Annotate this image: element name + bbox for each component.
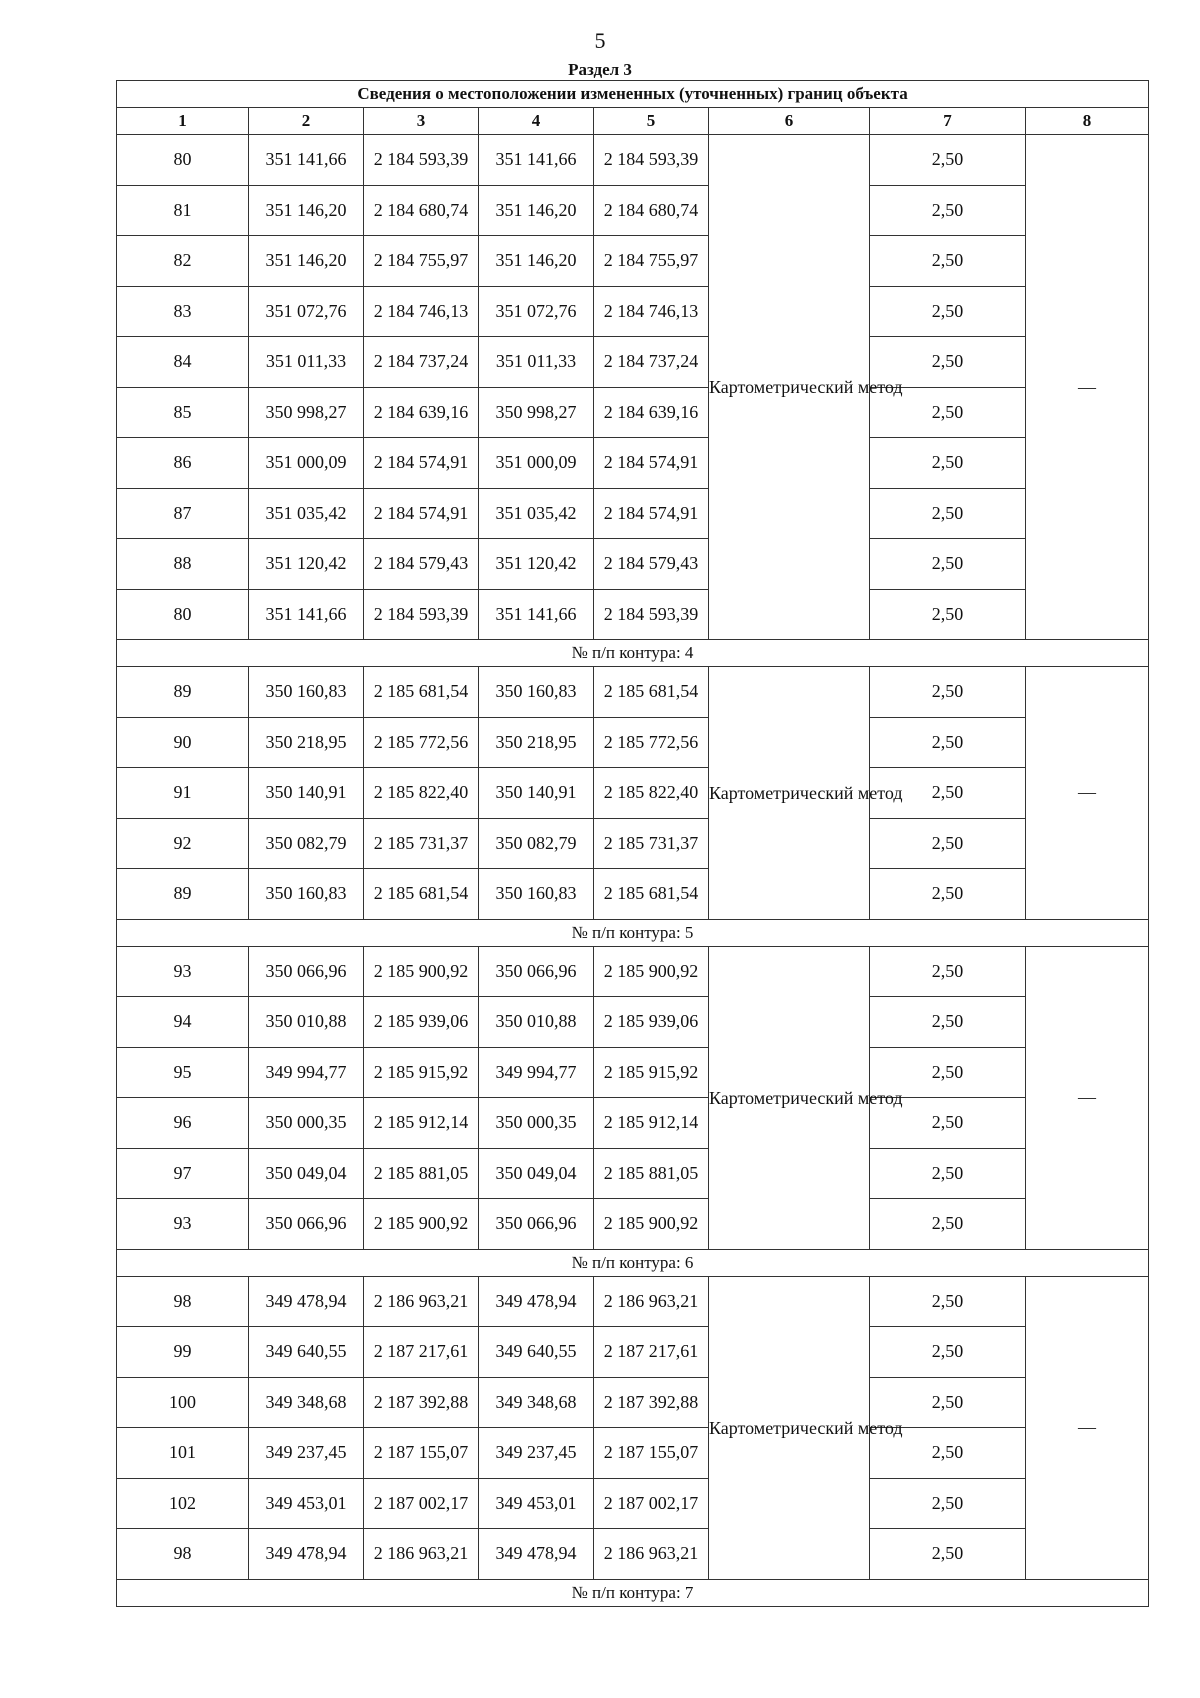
y-new-cell: 2 184 593,39: [594, 589, 709, 640]
column-number: 2: [249, 108, 364, 135]
table-row: [117, 1047, 1149, 1098]
table-row: [117, 438, 1149, 489]
x-existing-cell: 349 994,77: [249, 1047, 364, 1098]
table-row: [117, 946, 1149, 997]
x-new-cell: 351 141,66: [479, 589, 594, 640]
contour-label: № п/п контура: 7: [117, 1579, 1149, 1606]
point-number-cell: 101: [117, 1428, 249, 1479]
point-number-cell: 100: [117, 1377, 249, 1428]
accuracy-cell: 2,50: [870, 1327, 1026, 1378]
x-existing-cell: 351 120,42: [249, 539, 364, 590]
table-caption: Сведения о местоположении измененных (уточненных) границ объекта: [117, 81, 1149, 108]
accuracy-cell: 2,50: [870, 717, 1026, 768]
column-number: 8: [1026, 108, 1149, 135]
y-new-cell: 2 184 737,24: [594, 337, 709, 388]
x-existing-cell: 350 140,91: [249, 768, 364, 819]
y-new-cell: 2 185 939,06: [594, 997, 709, 1048]
x-new-cell: 350 140,91: [479, 768, 594, 819]
table-row: [117, 1529, 1149, 1580]
x-new-cell: 351 011,33: [479, 337, 594, 388]
accuracy-cell: 2,50: [870, 1098, 1026, 1149]
x-existing-cell: 350 160,83: [249, 667, 364, 718]
table-row: [117, 387, 1149, 438]
point-number-cell: 84: [117, 337, 249, 388]
x-existing-cell: 351 072,76: [249, 286, 364, 337]
y-existing-cell: 2 185 731,37: [364, 818, 479, 869]
y-new-cell: 2 187 155,07: [594, 1428, 709, 1479]
point-number-cell: 99: [117, 1327, 249, 1378]
table-row: [117, 539, 1149, 590]
column-8-cell: —: [1026, 946, 1149, 1249]
x-existing-cell: 351 035,42: [249, 488, 364, 539]
section-title: Раздел 3: [568, 60, 632, 79]
y-existing-cell: 2 184 746,13: [364, 286, 479, 337]
x-existing-cell: 349 348,68: [249, 1377, 364, 1428]
y-existing-cell: 2 187 002,17: [364, 1478, 479, 1529]
y-new-cell: 2 185 772,56: [594, 717, 709, 768]
x-existing-cell: 351 011,33: [249, 337, 364, 388]
contour-label-row: [117, 1579, 1149, 1606]
y-existing-cell: 2 184 755,97: [364, 236, 479, 287]
table-row: [117, 488, 1149, 539]
accuracy-cell: 2,50: [870, 286, 1026, 337]
x-new-cell: 350 049,04: [479, 1148, 594, 1199]
accuracy-cell: 2,50: [870, 185, 1026, 236]
y-new-cell: 2 185 681,54: [594, 667, 709, 718]
table-row: [117, 869, 1149, 920]
accuracy-cell: 2,50: [870, 768, 1026, 819]
table-row: [117, 589, 1149, 640]
x-new-cell: 349 994,77: [479, 1047, 594, 1098]
y-new-cell: 2 187 217,61: [594, 1327, 709, 1378]
point-number-cell: 81: [117, 185, 249, 236]
x-existing-cell: 350 000,35: [249, 1098, 364, 1149]
method-cell: Картометрический метод: [709, 946, 870, 1249]
table-row: [117, 1327, 1149, 1378]
y-new-cell: 2 186 963,21: [594, 1276, 709, 1327]
accuracy-cell: 2,50: [870, 869, 1026, 920]
point-number-cell: 80: [117, 135, 249, 186]
x-existing-cell: 350 218,95: [249, 717, 364, 768]
y-new-cell: 2 185 912,14: [594, 1098, 709, 1149]
point-number-cell: 89: [117, 667, 249, 718]
point-number-cell: 97: [117, 1148, 249, 1199]
x-new-cell: 350 160,83: [479, 667, 594, 718]
point-number-cell: 86: [117, 438, 249, 489]
x-existing-cell: 349 478,94: [249, 1529, 364, 1580]
table-row: [117, 1276, 1149, 1327]
point-number-cell: 98: [117, 1276, 249, 1327]
y-existing-cell: 2 184 593,39: [364, 135, 479, 186]
accuracy-cell: 2,50: [870, 1148, 1026, 1199]
x-new-cell: 350 218,95: [479, 717, 594, 768]
y-new-cell: 2 184 680,74: [594, 185, 709, 236]
y-new-cell: 2 184 574,91: [594, 438, 709, 489]
y-existing-cell: 2 184 593,39: [364, 589, 479, 640]
point-number-cell: 88: [117, 539, 249, 590]
y-existing-cell: 2 184 579,43: [364, 539, 479, 590]
accuracy-cell: 2,50: [870, 438, 1026, 489]
column-number: 1: [117, 108, 249, 135]
x-existing-cell: 350 049,04: [249, 1148, 364, 1199]
y-new-cell: 2 185 822,40: [594, 768, 709, 819]
accuracy-cell: 2,50: [870, 1377, 1026, 1428]
x-existing-cell: 350 160,83: [249, 869, 364, 920]
contour-label-row: [117, 919, 1149, 946]
x-existing-cell: 349 640,55: [249, 1327, 364, 1378]
accuracy-cell: 2,50: [870, 1478, 1026, 1529]
table-row: [117, 286, 1149, 337]
y-new-cell: 2 187 002,17: [594, 1478, 709, 1529]
accuracy-cell: 2,50: [870, 135, 1026, 186]
y-new-cell: 2 184 579,43: [594, 539, 709, 590]
y-existing-cell: 2 184 574,91: [364, 488, 479, 539]
method-cell: Картометрический метод: [709, 1276, 870, 1579]
x-new-cell: 349 348,68: [479, 1377, 594, 1428]
y-existing-cell: 2 184 639,16: [364, 387, 479, 438]
column-number: 3: [364, 108, 479, 135]
point-number-cell: 82: [117, 236, 249, 287]
x-new-cell: 350 998,27: [479, 387, 594, 438]
point-number-cell: 95: [117, 1047, 249, 1098]
accuracy-cell: 2,50: [870, 539, 1026, 590]
y-new-cell: 2 184 746,13: [594, 286, 709, 337]
y-new-cell: 2 185 900,92: [594, 946, 709, 997]
y-existing-cell: 2 185 822,40: [364, 768, 479, 819]
table-row: [117, 1377, 1149, 1428]
column-8-cell: —: [1026, 135, 1149, 640]
x-existing-cell: 351 141,66: [249, 135, 364, 186]
contour-label: № п/п контура: 5: [117, 919, 1149, 946]
x-existing-cell: 351 000,09: [249, 438, 364, 489]
accuracy-cell: 2,50: [870, 667, 1026, 718]
point-number-cell: 93: [117, 1199, 249, 1250]
y-existing-cell: 2 185 912,14: [364, 1098, 479, 1149]
y-existing-cell: 2 185 915,92: [364, 1047, 479, 1098]
x-new-cell: 350 160,83: [479, 869, 594, 920]
accuracy-cell: 2,50: [870, 387, 1026, 438]
accuracy-cell: 2,50: [870, 236, 1026, 287]
accuracy-cell: 2,50: [870, 488, 1026, 539]
point-number-cell: 83: [117, 286, 249, 337]
x-existing-cell: 349 237,45: [249, 1428, 364, 1479]
x-new-cell: 349 640,55: [479, 1327, 594, 1378]
table-row: [117, 236, 1149, 287]
x-existing-cell: 350 010,88: [249, 997, 364, 1048]
x-new-cell: 349 478,94: [479, 1529, 594, 1580]
y-existing-cell: 2 185 881,05: [364, 1148, 479, 1199]
x-existing-cell: 349 478,94: [249, 1276, 364, 1327]
y-new-cell: 2 185 681,54: [594, 869, 709, 920]
x-new-cell: 351 000,09: [479, 438, 594, 489]
contour-label-row: [117, 640, 1149, 667]
point-number-cell: 94: [117, 997, 249, 1048]
accuracy-cell: 2,50: [870, 1047, 1026, 1098]
table-row: [117, 1199, 1149, 1250]
contour-label: № п/п контура: 6: [117, 1249, 1149, 1276]
y-existing-cell: 2 187 155,07: [364, 1428, 479, 1479]
x-existing-cell: 351 146,20: [249, 236, 364, 287]
accuracy-cell: 2,50: [870, 818, 1026, 869]
table-row: [117, 768, 1149, 819]
page-number: 5: [594, 28, 606, 53]
y-new-cell: 2 186 963,21: [594, 1529, 709, 1580]
y-new-cell: 2 185 900,92: [594, 1199, 709, 1250]
x-existing-cell: 350 998,27: [249, 387, 364, 438]
y-new-cell: 2 185 881,05: [594, 1148, 709, 1199]
x-new-cell: 351 141,66: [479, 135, 594, 186]
y-existing-cell: 2 185 900,92: [364, 946, 479, 997]
point-number-cell: 80: [117, 589, 249, 640]
x-existing-cell: 350 082,79: [249, 818, 364, 869]
x-new-cell: 349 237,45: [479, 1428, 594, 1479]
column-number: 7: [870, 108, 1026, 135]
y-new-cell: 2 185 915,92: [594, 1047, 709, 1098]
column-number: 5: [594, 108, 709, 135]
y-existing-cell: 2 186 963,21: [364, 1276, 479, 1327]
table-row: [117, 1428, 1149, 1479]
y-existing-cell: 2 184 574,91: [364, 438, 479, 489]
column-number: 6: [709, 108, 870, 135]
table-row: [117, 337, 1149, 388]
y-existing-cell: 2 185 772,56: [364, 717, 479, 768]
accuracy-cell: 2,50: [870, 1199, 1026, 1250]
method-cell: Картометрический метод: [709, 135, 870, 640]
accuracy-cell: 2,50: [870, 997, 1026, 1048]
table-row: [117, 818, 1149, 869]
table-row: [117, 667, 1149, 718]
x-new-cell: 349 453,01: [479, 1478, 594, 1529]
y-new-cell: 2 184 593,39: [594, 135, 709, 186]
accuracy-cell: 2,50: [870, 1529, 1026, 1580]
x-new-cell: 349 478,94: [479, 1276, 594, 1327]
accuracy-cell: 2,50: [870, 1276, 1026, 1327]
point-number-cell: 93: [117, 946, 249, 997]
y-new-cell: 2 184 639,16: [594, 387, 709, 438]
point-number-cell: 102: [117, 1478, 249, 1529]
point-number-cell: 89: [117, 869, 249, 920]
x-new-cell: 351 072,76: [479, 286, 594, 337]
y-existing-cell: 2 184 737,24: [364, 337, 479, 388]
y-new-cell: 2 185 731,37: [594, 818, 709, 869]
x-new-cell: 350 082,79: [479, 818, 594, 869]
x-existing-cell: 350 066,96: [249, 946, 364, 997]
y-existing-cell: 2 185 900,92: [364, 1199, 479, 1250]
point-number-cell: 91: [117, 768, 249, 819]
x-existing-cell: 351 141,66: [249, 589, 364, 640]
x-existing-cell: 351 146,20: [249, 185, 364, 236]
accuracy-cell: 2,50: [870, 589, 1026, 640]
table-row: [117, 1148, 1149, 1199]
column-number-row: [117, 108, 1149, 135]
x-new-cell: 350 000,35: [479, 1098, 594, 1149]
table-row: [117, 717, 1149, 768]
accuracy-cell: 2,50: [870, 946, 1026, 997]
y-existing-cell: 2 187 217,61: [364, 1327, 479, 1378]
y-existing-cell: 2 186 963,21: [364, 1529, 479, 1580]
point-number-cell: 96: [117, 1098, 249, 1149]
table-body: [117, 81, 1149, 1607]
x-new-cell: 351 146,20: [479, 236, 594, 287]
y-new-cell: 2 184 574,91: [594, 488, 709, 539]
contour-label-row: [117, 1249, 1149, 1276]
x-new-cell: 350 066,96: [479, 1199, 594, 1250]
point-number-cell: 98: [117, 1529, 249, 1580]
x-new-cell: 351 146,20: [479, 185, 594, 236]
y-existing-cell: 2 185 681,54: [364, 869, 479, 920]
point-number-cell: 87: [117, 488, 249, 539]
boundary-coordinates-table: [116, 80, 1149, 1607]
x-existing-cell: 350 066,96: [249, 1199, 364, 1250]
y-existing-cell: 2 185 939,06: [364, 997, 479, 1048]
point-number-cell: 92: [117, 818, 249, 869]
column-number: 4: [479, 108, 594, 135]
table-row: [117, 997, 1149, 1048]
y-existing-cell: 2 184 680,74: [364, 185, 479, 236]
table-row: [117, 135, 1149, 186]
y-new-cell: 2 184 755,97: [594, 236, 709, 287]
accuracy-cell: 2,50: [870, 1428, 1026, 1479]
table-row: [117, 185, 1149, 236]
table-row: [117, 1478, 1149, 1529]
x-new-cell: 351 120,42: [479, 539, 594, 590]
y-existing-cell: 2 185 681,54: [364, 667, 479, 718]
column-8-cell: —: [1026, 667, 1149, 920]
contour-label: № п/п контура: 4: [117, 640, 1149, 667]
y-existing-cell: 2 187 392,88: [364, 1377, 479, 1428]
table-row: [117, 1098, 1149, 1149]
x-new-cell: 351 035,42: [479, 488, 594, 539]
point-number-cell: 90: [117, 717, 249, 768]
accuracy-cell: 2,50: [870, 337, 1026, 388]
x-new-cell: 350 066,96: [479, 946, 594, 997]
y-new-cell: 2 187 392,88: [594, 1377, 709, 1428]
point-number-cell: 85: [117, 387, 249, 438]
method-cell: Картометрический метод: [709, 667, 870, 920]
table-caption-row: [117, 81, 1149, 108]
x-new-cell: 350 010,88: [479, 997, 594, 1048]
x-existing-cell: 349 453,01: [249, 1478, 364, 1529]
column-8-cell: —: [1026, 1276, 1149, 1579]
